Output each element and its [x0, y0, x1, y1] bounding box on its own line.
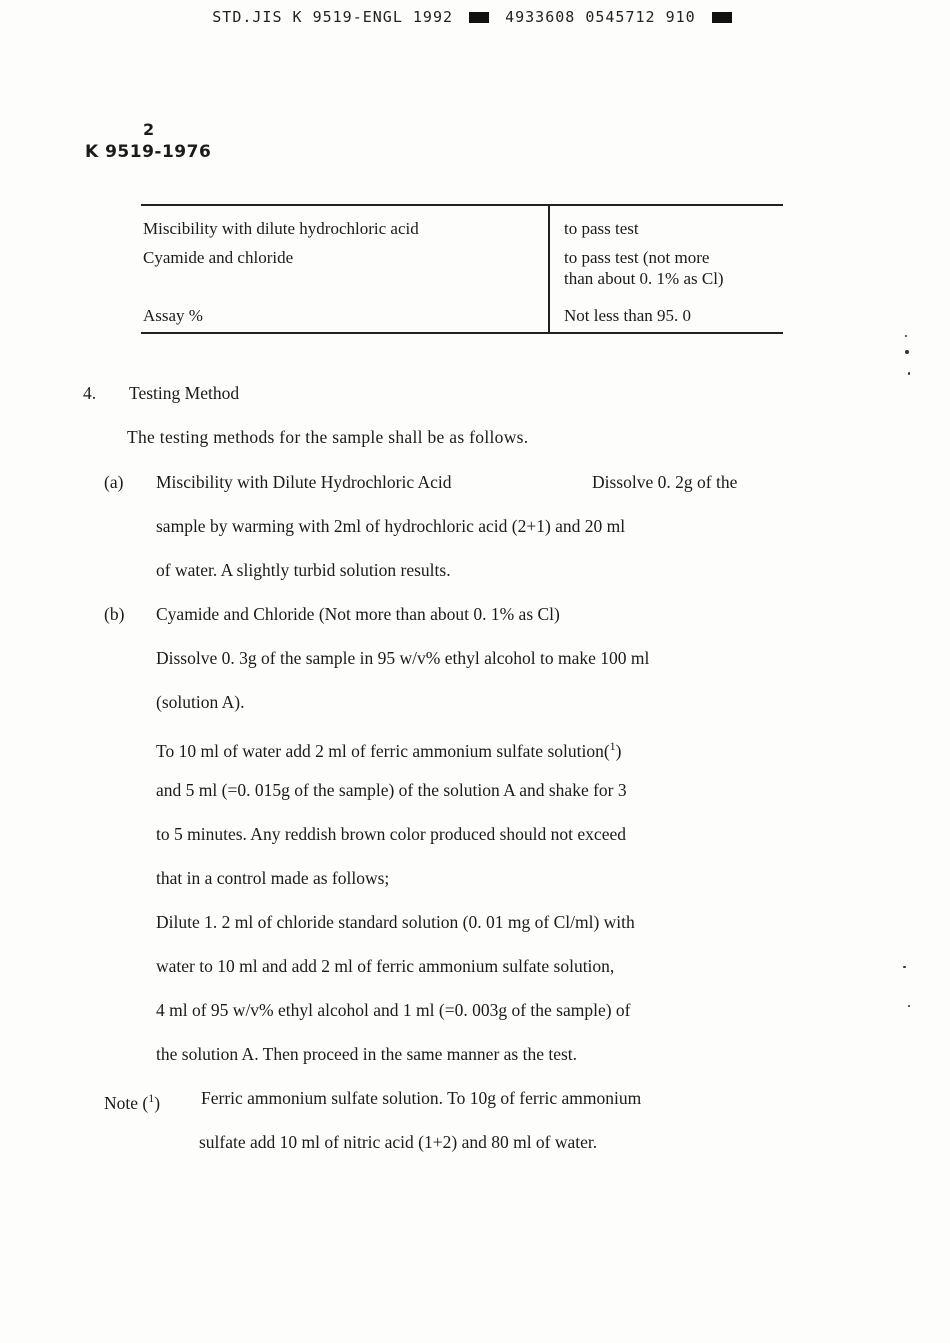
item-a-text: of water. A slightly turbid solution results. — [156, 560, 451, 580]
margin-speck — [905, 335, 907, 337]
note-label — [104, 1087, 160, 1114]
item-a-text: Dissolve 0. 2g of the — [592, 472, 738, 492]
item-b-text: Dissolve 0. 3g of the sample in 95 w/v% ethyl alcohol to make 100 ml — [156, 648, 650, 668]
item-b-text: water to 10 ml and add 2 ml of ferric ammonium sulfate solution, — [156, 956, 615, 976]
item-b-text: Dilute 1. 2 ml of chloride standard solution (0. 01 mg of Cl/ml) with — [156, 912, 635, 932]
note-text: sulfate add 10 ml of nitric acid (1+2) and 80 ml of water. — [199, 1132, 598, 1152]
standard-number: K 9519-1976 — [85, 142, 212, 162]
note-label-text: Note ( — [104, 1092, 149, 1113]
item-b-text-segment: To 10 ml of water add 2 ml of ferric ammonium sulfate solution( — [156, 740, 610, 761]
item-a-text: sample by warming with 2ml of hydrochloric acid (2+1) and 20 ml — [156, 516, 626, 536]
item-a-heading: Miscibility with Dilute Hydrochloric Acid — [156, 472, 452, 492]
margin-speck — [905, 350, 909, 354]
section-number: 4. — [83, 383, 97, 403]
table-cell-requirement — [549, 243, 783, 293]
item-b-heading: Cyamide and Chloride (Not more than about 0. 1% as Cl) — [156, 604, 560, 624]
header-block-mark — [469, 12, 489, 23]
note-label-text: ) — [154, 1092, 161, 1113]
requirement-line: to pass test (not more — [564, 248, 710, 267]
table-cell-requirement: to pass test — [564, 219, 639, 238]
margin-speck — [908, 1005, 910, 1007]
item-b-text: (solution A). — [156, 692, 245, 712]
item-b-label: (b) — [104, 604, 125, 624]
footnote-reference: 1 — [609, 739, 616, 753]
item-b-text — [156, 735, 622, 762]
footnote-mark: 1 — [148, 1091, 155, 1105]
table-cell-item: Assay % — [141, 293, 549, 333]
item-b-text: the solution A. Then proceed in the same manner as the test. — [156, 1044, 578, 1064]
table-cell-requirement: Not less than 95. 0 — [564, 306, 692, 325]
header-id: STD.JIS K 9519-ENGL 1992 — [212, 8, 454, 26]
margin-speck — [908, 372, 910, 375]
item-b-text-segment: ) — [615, 740, 622, 761]
table-cell-item: Miscibility with dilute hydrochloric acid — [141, 205, 549, 243]
table-row — [141, 243, 783, 293]
item-b-text: 4 ml of 95 w/v% ethyl alcohol and 1 ml (=0. 003g of the sample) of — [156, 1000, 631, 1020]
note-text: Ferric ammonium sulfate solution. To 10g of ferric ammonium — [201, 1088, 642, 1108]
section-title: Testing Method — [129, 383, 240, 403]
table-cell-item: Cyamide and chloride — [141, 243, 549, 293]
item-b-text: that in a control made as follows; — [156, 868, 390, 888]
specification-table — [141, 204, 783, 334]
header-code: 4933608 0545712 910 — [505, 8, 696, 26]
item-a-label: (a) — [104, 472, 124, 492]
section-intro: The testing methods for the sample shall be as follows. — [127, 427, 529, 447]
document-header — [0, 8, 950, 26]
header-block-mark-end — [712, 12, 732, 23]
page-number: 2 — [143, 120, 155, 139]
table-row — [141, 293, 783, 333]
table-row — [141, 205, 783, 243]
requirement-line: than about 0. 1% as Cl) — [564, 269, 724, 288]
item-b-text: and 5 ml (=0. 015g of the sample) of the solution A and shake for 3 — [156, 780, 627, 800]
item-b-text: to 5 minutes. Any reddish brown color produced should not exceed — [156, 824, 626, 844]
margin-speck — [903, 966, 906, 968]
